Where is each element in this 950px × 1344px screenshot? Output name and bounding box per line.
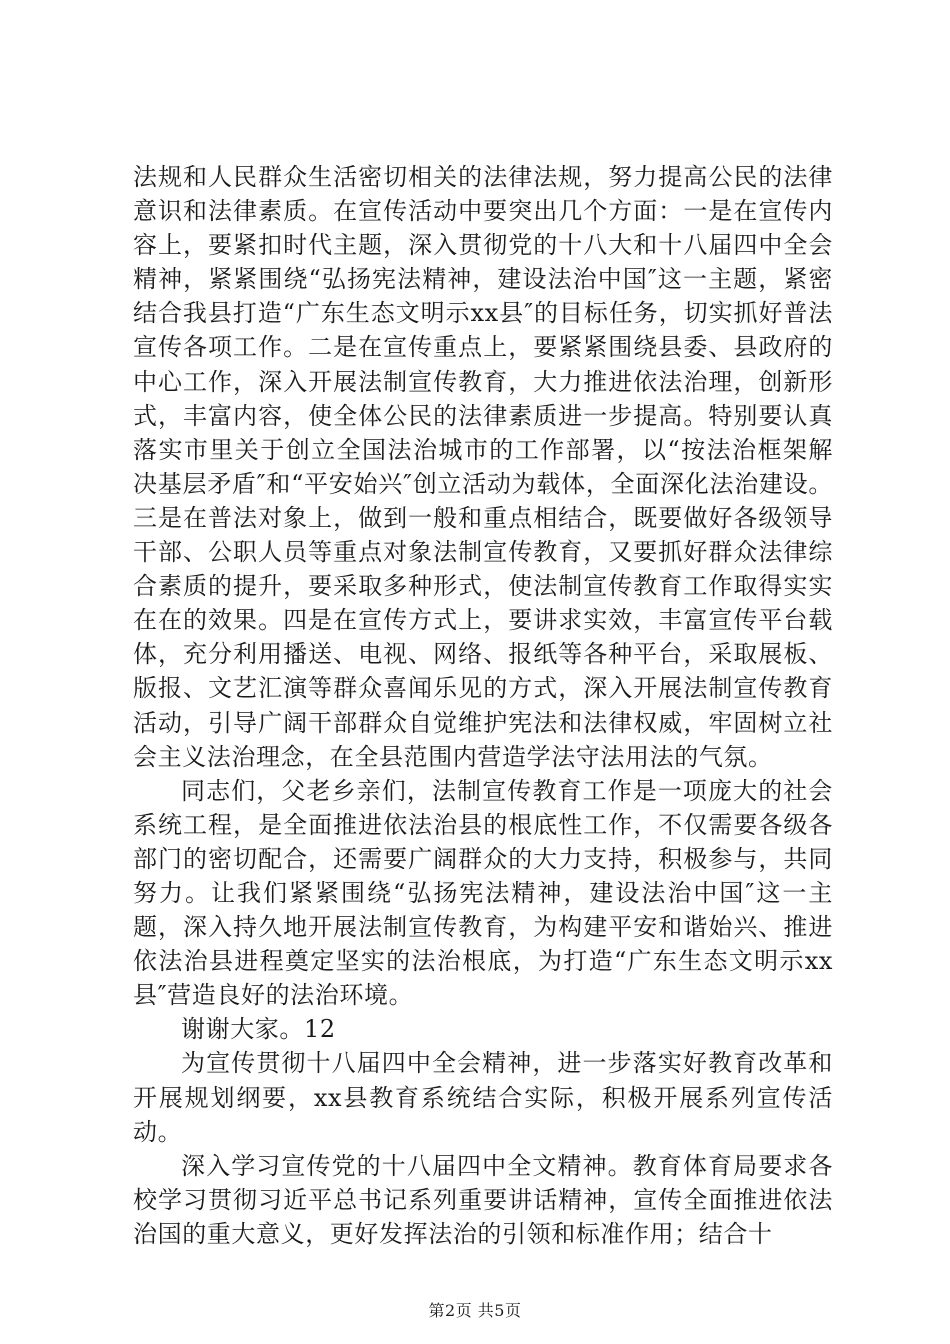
body-paragraph: 为宣传贯彻十八届四中全会精神，进一步落实好教育改革和开展规划纲要，xx县教育系统结合实际，积极开展系列宣传活动。	[133, 1049, 833, 1146]
body-paragraph: 法规和人民群众生活密切相关的法律法规，努力提高公民的法律意识和法律素质。在宣传活动中要突出几个方面：一是在宣传内容上，要紧扣时代主题，深入贯彻党的十八大和十八届四中全会精神，紧紧围绕“弘扬宪法精神，建设法治中国″这一主题，紧密结合我县打造“广东生态文明示xx县″的目标任务，切实抓好普法宣传各项工作。二是在宣传重点上，要紧紧围绕县委、县政府的中心工作，深入开展法制宣传教育，大力推进依法治理，创新形式，丰富内容，使全体公民的法律素质进一步提高。特别要认真落实市里关于创立全国法治城市的工作部署，以“按法治框架解决基层矛盾″和“平安始兴″创立活动为载体，全面深化法治建设。三是在普法对象上，做到一般和重点相结合，既要做好各级领导干部、公职人员等重点对象法制宣传教育，又要抓好群众法律综合素质的提升，要采取多种形式，使法制宣传教育工作取得实实在在的效果。四是在宣传方式上，要讲求实效，丰富宣传平台载体，充分利用播送、电视、网络、报纸等各种平台，采取展板、版报、文艺汇演等群众喜闻乐见的方式，深入开展法制宣传教育活动，引导广阔干部群众自觉维护宪法和法律权威，牢固树立社会主义法治理念，在全县范围内营造学法守法用法的气氛。	[133, 163, 833, 771]
body-paragraph: 同志们，父老乡亲们，法制宣传教育工作是一项庞大的社会系统工程，是全面推进依法治县的根底性工作，不仅需要各级各部门的密切配合，还需要广阔群众的大力支持，积极参与，共同努力。让我们紧紧围绕“弘扬宪法精神，建设法治中国″这一主题，深入持久地开展法制宣传教育，为构建平安和谐始兴、推进依法治县进程奠定坚实的法治根底，为打造“广东生态文明示xx县″营造良好的法治环境。	[133, 776, 833, 1010]
body-paragraph: 谢谢大家。12	[181, 1015, 336, 1044]
page-footer: 第2页 共5页	[428, 1301, 522, 1320]
document-body	[133, 160, 833, 1251]
body-paragraph: 深入学习宣传党的十八届四中全文精神。教育体育局要求各校学习贯彻习近平总书记系列重要讲话精神，宣传全面推进依法治国的重大意义，更好发挥法治的引领和标准作用；结合十	[133, 1151, 833, 1248]
